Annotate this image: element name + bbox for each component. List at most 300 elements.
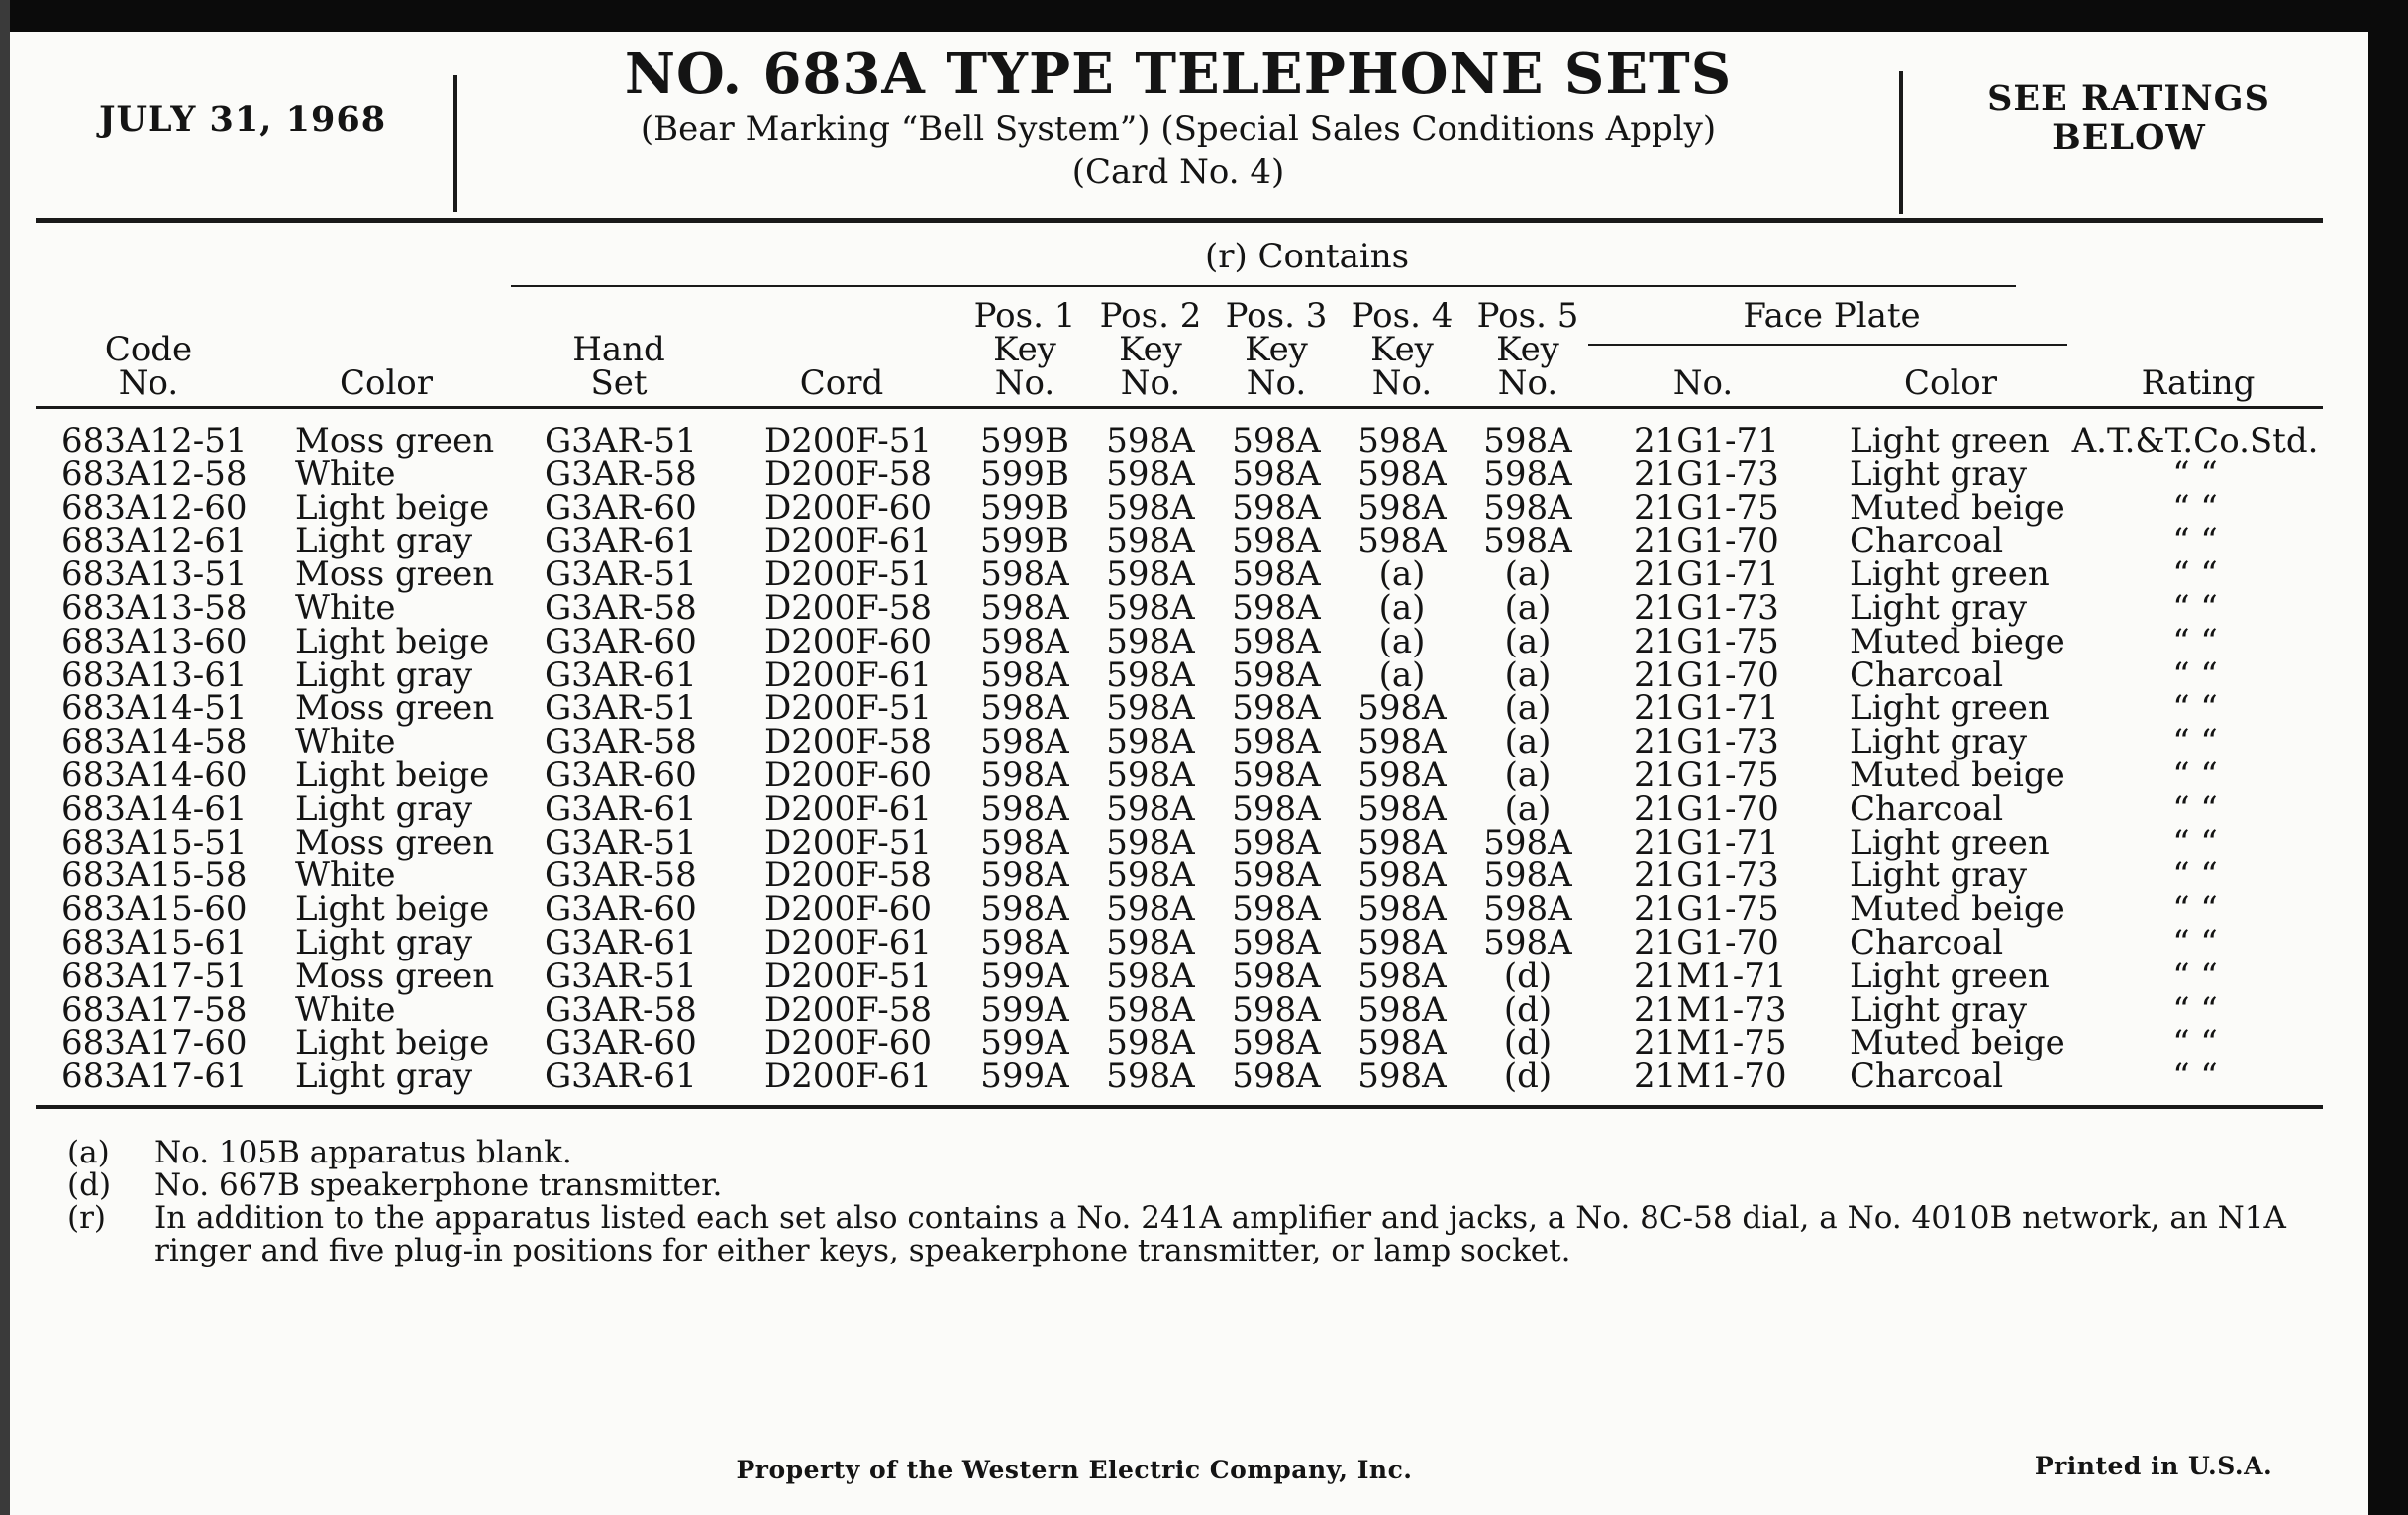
cell-rating: “ “ bbox=[2172, 555, 2218, 595]
cell-pos3-key: 598A bbox=[1232, 621, 1321, 661]
col-cord: Cord bbox=[799, 363, 884, 403]
cell-pos4-key: 598A bbox=[1357, 688, 1447, 729]
cell-handset: G3AR-58 bbox=[545, 989, 697, 1030]
cell-pos1-key: 599B bbox=[980, 454, 1069, 494]
cell-pos5-key: (a) bbox=[1504, 722, 1552, 762]
cell-pos3-key: 598A bbox=[1232, 822, 1321, 862]
cell-pos5-key: 598A bbox=[1483, 822, 1572, 862]
cell-face-plate-no: 21G1-75 bbox=[1634, 621, 1779, 661]
cell-color: Light beige bbox=[295, 889, 490, 930]
table-row bbox=[0, 521, 2408, 561]
cell-rating: “ “ bbox=[2172, 722, 2218, 762]
cell-face-plate-color: Light green bbox=[1850, 822, 2050, 862]
cell-pos1-key: 599B bbox=[980, 421, 1069, 460]
cell-rating: “ “ bbox=[2172, 822, 2218, 862]
ratings-note-line1: SEE RATINGS bbox=[1987, 78, 2270, 119]
cell-pos2-key: 598A bbox=[1106, 1023, 1195, 1063]
cell-code-no: 683A14-60 bbox=[61, 756, 248, 795]
cell-pos4-key: 598A bbox=[1357, 989, 1447, 1030]
cell-pos4-key: (a) bbox=[1378, 555, 1426, 595]
cell-face-plate-no: 21G1-75 bbox=[1634, 889, 1779, 930]
cell-pos3-key: 598A bbox=[1232, 487, 1321, 528]
cell-face-plate-color: Charcoal bbox=[1850, 521, 2004, 561]
cell-pos1-key: 598A bbox=[980, 722, 1069, 762]
cell-color: Light beige bbox=[295, 487, 490, 528]
cell-pos3-key: 598A bbox=[1232, 756, 1321, 795]
cell-face-plate-no: 21G1-70 bbox=[1634, 521, 1779, 561]
cell-pos2-key: 598A bbox=[1106, 521, 1195, 561]
cell-cord: D200F-60 bbox=[764, 1023, 932, 1063]
cell-cord: D200F-61 bbox=[764, 521, 932, 561]
cell-pos1-key: 598A bbox=[980, 621, 1069, 661]
cell-pos4-key: 598A bbox=[1357, 722, 1447, 762]
cell-pos1-key: 598A bbox=[980, 655, 1069, 695]
cell-code-no: 683A13-60 bbox=[61, 621, 248, 661]
cell-face-plate-color: Muted biege bbox=[1850, 621, 2065, 661]
cell-rating: “ “ bbox=[2172, 487, 2218, 528]
cell-color: Light beige bbox=[295, 621, 490, 661]
card-subtitle: (Bear Marking “Bell System”) (Special Sales Conditions Apply) bbox=[640, 109, 1717, 149]
cell-rating: “ “ bbox=[2172, 621, 2218, 661]
cell-pos3-key: 598A bbox=[1232, 688, 1321, 729]
table-row bbox=[0, 454, 2408, 494]
footnotes bbox=[67, 1137, 2372, 1267]
cell-rating: “ “ bbox=[2172, 1023, 2218, 1063]
cell-rating: “ “ bbox=[2172, 756, 2218, 795]
table-row bbox=[0, 555, 2408, 595]
cell-cord: D200F-58 bbox=[764, 454, 932, 494]
face-plate-rule bbox=[1588, 344, 2067, 346]
cell-face-plate-no: 21M1-71 bbox=[1634, 956, 1787, 996]
cell-handset: G3AR-61 bbox=[545, 521, 697, 561]
table-row bbox=[0, 621, 2408, 661]
cell-cord: D200F-51 bbox=[764, 555, 932, 595]
table-header-rule bbox=[36, 406, 2323, 409]
table-row bbox=[0, 421, 2408, 460]
cell-pos3-key: 598A bbox=[1232, 956, 1321, 996]
footnote-d bbox=[67, 1169, 2372, 1202]
cell-face-plate-no: 21G1-73 bbox=[1634, 454, 1779, 494]
cell-handset: G3AR-58 bbox=[545, 588, 697, 628]
cell-pos3-key: 598A bbox=[1232, 588, 1321, 628]
cell-pos3-key: 598A bbox=[1232, 923, 1321, 962]
cell-handset: G3AR-51 bbox=[545, 421, 697, 460]
cell-cord: D200F-60 bbox=[764, 487, 932, 528]
cell-pos2-key: 598A bbox=[1106, 655, 1195, 695]
cell-pos4-key: (a) bbox=[1378, 621, 1426, 661]
cell-face-plate-no: 21G1-75 bbox=[1634, 756, 1779, 795]
col-rating: Rating bbox=[2141, 363, 2256, 403]
col-color: Color bbox=[339, 363, 434, 403]
cell-handset: G3AR-58 bbox=[545, 454, 697, 494]
table-row bbox=[0, 856, 2408, 896]
cell-face-plate-no: 21G1-70 bbox=[1634, 788, 1779, 829]
table-bottom-rule bbox=[36, 1105, 2323, 1109]
table-row bbox=[0, 588, 2408, 628]
col-code-no: Code No. bbox=[104, 330, 193, 403]
cell-handset: G3AR-51 bbox=[545, 688, 697, 729]
contains-rule bbox=[511, 285, 2016, 287]
cell-cord: D200F-60 bbox=[764, 621, 932, 661]
cell-pos2-key: 598A bbox=[1106, 989, 1195, 1030]
cell-pos4-key: 598A bbox=[1357, 822, 1447, 862]
cell-handset: G3AR-61 bbox=[545, 923, 697, 962]
cell-pos2-key: 598A bbox=[1106, 856, 1195, 896]
cell-pos1-key: 598A bbox=[980, 889, 1069, 930]
cell-code-no: 683A17-61 bbox=[61, 1057, 248, 1097]
col-pos1: Pos. 1 Key No. bbox=[973, 296, 1076, 403]
cell-code-no: 683A17-60 bbox=[61, 1023, 248, 1063]
cell-cord: D200F-51 bbox=[764, 688, 932, 729]
cell-face-plate-color: Muted beige bbox=[1850, 1023, 2065, 1063]
table-row bbox=[0, 989, 2408, 1030]
cell-pos3-key: 598A bbox=[1232, 454, 1321, 494]
cell-color: White bbox=[295, 588, 396, 628]
cell-face-plate-color: Light green bbox=[1850, 956, 2050, 996]
cell-color: Moss green bbox=[295, 555, 495, 595]
col-pos3: Pos. 3 Key No. bbox=[1225, 296, 1328, 403]
cell-face-plate-color: Charcoal bbox=[1850, 655, 2004, 695]
cell-pos2-key: 598A bbox=[1106, 454, 1195, 494]
header-divider-left bbox=[453, 75, 457, 212]
cell-handset: G3AR-60 bbox=[545, 1023, 697, 1063]
cell-color: Light gray bbox=[295, 655, 473, 695]
cell-pos3-key: 598A bbox=[1232, 421, 1321, 460]
cell-rating: “ “ bbox=[2172, 989, 2218, 1030]
contains-label: (r) Contains bbox=[1204, 237, 1410, 276]
cell-handset: G3AR-61 bbox=[545, 1057, 697, 1097]
footnote-text: No. 105B apparatus blank. bbox=[154, 1135, 572, 1170]
col-face-plate-color: Color bbox=[1903, 363, 1998, 403]
table-row bbox=[0, 1057, 2408, 1097]
cell-rating: “ “ bbox=[2172, 956, 2218, 996]
ratings-note-line2: BELOW bbox=[2052, 117, 2206, 157]
cell-face-plate-no: 21M1-73 bbox=[1634, 989, 1787, 1030]
cell-face-plate-color: Light green bbox=[1850, 688, 2050, 729]
cell-face-plate-no: 21G1-70 bbox=[1634, 655, 1779, 695]
cell-pos2-key: 598A bbox=[1106, 555, 1195, 595]
cell-rating: “ “ bbox=[2172, 655, 2218, 695]
card-date: JULY 31, 1968 bbox=[98, 99, 387, 140]
table-row bbox=[0, 655, 2408, 695]
cell-pos1-key: 598A bbox=[980, 856, 1069, 896]
cell-pos4-key: 598A bbox=[1357, 756, 1447, 795]
cell-face-plate-color: Light green bbox=[1850, 421, 2050, 460]
cell-color: Moss green bbox=[295, 956, 495, 996]
cell-color: White bbox=[295, 989, 396, 1030]
cell-code-no: 683A17-58 bbox=[61, 989, 248, 1030]
cell-code-no: 683A14-51 bbox=[61, 688, 248, 729]
scan-edge-top bbox=[0, 0, 2408, 32]
card-title: NO. 683A TYPE TELEPHONE SETS bbox=[624, 42, 1733, 107]
cell-color: Light gray bbox=[295, 1057, 473, 1097]
cell-pos1-key: 598A bbox=[980, 555, 1069, 595]
cell-pos2-key: 598A bbox=[1106, 621, 1195, 661]
cell-pos2-key: 598A bbox=[1106, 722, 1195, 762]
cell-pos4-key: 598A bbox=[1357, 454, 1447, 494]
cell-face-plate-color: Muted beige bbox=[1850, 487, 2065, 528]
cell-pos5-key: (d) bbox=[1503, 989, 1553, 1030]
cell-pos3-key: 598A bbox=[1232, 1057, 1321, 1097]
cell-face-plate-no: 21M1-75 bbox=[1634, 1023, 1787, 1063]
cell-rating: “ “ bbox=[2172, 521, 2218, 561]
cell-code-no: 683A15-51 bbox=[61, 822, 248, 862]
cell-code-no: 683A14-61 bbox=[61, 788, 248, 829]
col-handset: Hand Set bbox=[572, 330, 665, 403]
cell-handset: G3AR-58 bbox=[545, 722, 697, 762]
cell-pos5-key: 598A bbox=[1483, 521, 1572, 561]
cell-pos1-key: 599A bbox=[980, 956, 1069, 996]
cell-pos2-key: 598A bbox=[1106, 588, 1195, 628]
cell-pos1-key: 599B bbox=[980, 487, 1069, 528]
cell-pos5-key: (a) bbox=[1504, 756, 1552, 795]
cell-pos5-key: (a) bbox=[1504, 621, 1552, 661]
cell-code-no: 683A12-60 bbox=[61, 487, 248, 528]
cell-face-plate-no: 21G1-71 bbox=[1634, 688, 1779, 729]
table-row bbox=[0, 788, 2408, 829]
cell-pos4-key: 598A bbox=[1357, 421, 1447, 460]
cell-code-no: 683A13-58 bbox=[61, 588, 248, 628]
cell-rating: “ “ bbox=[2172, 688, 2218, 729]
cell-pos5-key: 598A bbox=[1483, 421, 1572, 460]
cell-face-plate-no: 21G1-71 bbox=[1634, 555, 1779, 595]
cell-pos5-key: 598A bbox=[1483, 889, 1572, 930]
cell-rating: “ “ bbox=[2172, 1057, 2218, 1097]
cell-pos1-key: 599B bbox=[980, 521, 1069, 561]
footnote-a bbox=[67, 1137, 2372, 1169]
col-pos5: Pos. 5 Key No. bbox=[1476, 296, 1579, 403]
cell-pos5-key: 598A bbox=[1483, 487, 1572, 528]
col-face-plate-no: No. bbox=[1672, 363, 1734, 403]
cell-code-no: 683A15-61 bbox=[61, 923, 248, 962]
cell-color: Light gray bbox=[295, 923, 473, 962]
cell-rating: “ “ bbox=[2172, 454, 2218, 494]
cell-handset: G3AR-60 bbox=[545, 487, 697, 528]
cell-color: Light gray bbox=[295, 521, 473, 561]
cell-face-plate-color: Muted beige bbox=[1850, 756, 2065, 795]
cell-cord: D200F-61 bbox=[764, 923, 932, 962]
cell-code-no: 683A12-61 bbox=[61, 521, 248, 561]
cell-face-plate-no: 21G1-73 bbox=[1634, 588, 1779, 628]
cell-pos3-key: 598A bbox=[1232, 555, 1321, 595]
header-center bbox=[465, 42, 1891, 194]
cell-pos3-key: 598A bbox=[1232, 722, 1321, 762]
cell-pos4-key: (a) bbox=[1378, 588, 1426, 628]
cell-face-plate-color: Charcoal bbox=[1850, 1057, 2004, 1097]
cell-pos1-key: 598A bbox=[980, 588, 1069, 628]
cell-pos4-key: 598A bbox=[1357, 521, 1447, 561]
footnote-key: (d) bbox=[67, 1167, 112, 1203]
cell-cord: D200F-61 bbox=[764, 1057, 932, 1097]
cell-face-plate-color: Light gray bbox=[1850, 989, 2028, 1030]
cell-face-plate-color: Muted beige bbox=[1850, 889, 2065, 930]
cell-pos2-key: 598A bbox=[1106, 788, 1195, 829]
cell-code-no: 683A13-61 bbox=[61, 655, 248, 695]
cell-pos2-key: 598A bbox=[1106, 421, 1195, 460]
col-pos4: Pos. 4 Key No. bbox=[1351, 296, 1454, 403]
cell-face-plate-no: 21M1-70 bbox=[1634, 1057, 1787, 1097]
cell-face-plate-no: 21G1-71 bbox=[1634, 822, 1779, 862]
cell-face-plate-no: 21G1-73 bbox=[1634, 722, 1779, 762]
cell-rating: “ “ bbox=[2172, 923, 2218, 962]
cell-pos2-key: 598A bbox=[1106, 923, 1195, 962]
cell-pos5-key: (a) bbox=[1504, 655, 1552, 695]
cell-pos5-key: (d) bbox=[1503, 1057, 1553, 1097]
cell-pos3-key: 598A bbox=[1232, 989, 1321, 1030]
cell-cord: D200F-58 bbox=[764, 989, 932, 1030]
cell-handset: G3AR-60 bbox=[545, 621, 697, 661]
cell-pos5-key: (a) bbox=[1504, 555, 1552, 595]
footer-property: Property of the Western Electric Company, Inc. bbox=[736, 1456, 1413, 1484]
table-row bbox=[0, 889, 2408, 930]
cell-face-plate-color: Light gray bbox=[1850, 588, 2028, 628]
footnote-text: In addition to the apparatus listed each set also contains a No. 241A amplifier and jacks, a No. 8C-58 dial, a No. 4010B network, an N1A ringer and five plug-in positions for either keys, speakerphone transmitter, or lamp socket. bbox=[154, 1200, 2286, 1268]
cell-face-plate-no: 21G1-73 bbox=[1634, 856, 1779, 896]
cell-pos4-key: 598A bbox=[1357, 923, 1447, 962]
cell-pos5-key: (a) bbox=[1504, 588, 1552, 628]
cell-pos4-key: (a) bbox=[1378, 655, 1426, 695]
cell-cord: D200F-60 bbox=[764, 889, 932, 930]
cell-pos5-key: (d) bbox=[1503, 956, 1553, 996]
cell-pos3-key: 598A bbox=[1232, 1023, 1321, 1063]
cell-code-no: 683A15-60 bbox=[61, 889, 248, 930]
ratings-note bbox=[1931, 79, 2327, 156]
cell-pos5-key: (a) bbox=[1504, 788, 1552, 829]
cell-color: Light beige bbox=[295, 1023, 490, 1063]
cell-cord: D200F-61 bbox=[764, 655, 932, 695]
cell-pos4-key: 598A bbox=[1357, 889, 1447, 930]
cell-cord: D200F-61 bbox=[764, 788, 932, 829]
cell-pos1-key: 598A bbox=[980, 688, 1069, 729]
cell-pos1-key: 598A bbox=[980, 756, 1069, 795]
cell-rating: “ “ bbox=[2172, 856, 2218, 896]
cell-pos2-key: 598A bbox=[1106, 487, 1195, 528]
table-row bbox=[0, 1023, 2408, 1063]
cell-face-plate-color: Light gray bbox=[1850, 856, 2028, 896]
cell-code-no: 683A12-58 bbox=[61, 454, 248, 494]
table-row bbox=[0, 487, 2408, 528]
cell-pos2-key: 598A bbox=[1106, 822, 1195, 862]
cell-color: White bbox=[295, 856, 396, 896]
cell-cord: D200F-58 bbox=[764, 856, 932, 896]
header-rule bbox=[36, 218, 2323, 223]
cell-code-no: 683A13-51 bbox=[61, 555, 248, 595]
cell-pos3-key: 598A bbox=[1232, 856, 1321, 896]
cell-face-plate-color: Light green bbox=[1850, 555, 2050, 595]
cell-face-plate-color: Charcoal bbox=[1850, 923, 2004, 962]
cell-pos3-key: 598A bbox=[1232, 889, 1321, 930]
cell-face-plate-no: 21G1-70 bbox=[1634, 923, 1779, 962]
cell-cord: D200F-60 bbox=[764, 756, 932, 795]
table-row bbox=[0, 688, 2408, 729]
cell-pos1-key: 599A bbox=[980, 1023, 1069, 1063]
cell-pos2-key: 598A bbox=[1106, 956, 1195, 996]
card-number: (Card No. 4) bbox=[1071, 152, 1285, 192]
cell-color: Light beige bbox=[295, 756, 490, 795]
cell-pos2-key: 598A bbox=[1106, 688, 1195, 729]
cell-cord: D200F-51 bbox=[764, 421, 932, 460]
col-pos2: Pos. 2 Key No. bbox=[1099, 296, 1202, 403]
cell-cord: D200F-51 bbox=[764, 822, 932, 862]
cell-pos3-key: 598A bbox=[1232, 655, 1321, 695]
footnote-key: (a) bbox=[67, 1135, 110, 1170]
cell-color: White bbox=[295, 722, 396, 762]
cell-pos2-key: 598A bbox=[1106, 1057, 1195, 1097]
table-row bbox=[0, 956, 2408, 996]
cell-pos5-key: 598A bbox=[1483, 923, 1572, 962]
cell-code-no: 683A17-51 bbox=[61, 956, 248, 996]
cell-handset: G3AR-51 bbox=[545, 555, 697, 595]
face-plate-label: Face Plate bbox=[1743, 296, 1921, 336]
cell-pos2-key: 598A bbox=[1106, 756, 1195, 795]
cell-cord: D200F-58 bbox=[764, 588, 932, 628]
cell-pos4-key: 598A bbox=[1357, 487, 1447, 528]
cell-pos5-key: 598A bbox=[1483, 454, 1572, 494]
header-divider-right bbox=[1899, 71, 1903, 214]
cell-rating: A.T.&T.Co.Std. bbox=[2071, 421, 2319, 460]
cell-pos1-key: 599A bbox=[980, 989, 1069, 1030]
cell-pos5-key: (d) bbox=[1503, 1023, 1553, 1063]
table-row bbox=[0, 822, 2408, 862]
cell-pos1-key: 598A bbox=[980, 788, 1069, 829]
cell-cord: D200F-51 bbox=[764, 956, 932, 996]
cell-face-plate-color: Light gray bbox=[1850, 454, 2028, 494]
table-row bbox=[0, 722, 2408, 762]
table-row bbox=[0, 923, 2408, 962]
cell-handset: G3AR-58 bbox=[545, 856, 697, 896]
cell-pos5-key: 598A bbox=[1483, 856, 1572, 896]
cell-cord: D200F-58 bbox=[764, 722, 932, 762]
cell-color: White bbox=[295, 454, 396, 494]
cell-handset: G3AR-61 bbox=[545, 655, 697, 695]
cell-handset: G3AR-60 bbox=[545, 756, 697, 795]
cell-pos1-key: 599A bbox=[980, 1057, 1069, 1097]
cell-rating: “ “ bbox=[2172, 889, 2218, 930]
cell-rating: “ “ bbox=[2172, 588, 2218, 628]
cell-code-no: 683A15-58 bbox=[61, 856, 248, 896]
cell-pos1-key: 598A bbox=[980, 822, 1069, 862]
cell-code-no: 683A14-58 bbox=[61, 722, 248, 762]
cell-pos4-key: 598A bbox=[1357, 1057, 1447, 1097]
cell-pos2-key: 598A bbox=[1106, 889, 1195, 930]
cell-handset: G3AR-60 bbox=[545, 889, 697, 930]
cell-pos3-key: 598A bbox=[1232, 788, 1321, 829]
cell-handset: G3AR-51 bbox=[545, 956, 697, 996]
cell-code-no: 683A12-51 bbox=[61, 421, 248, 460]
cell-handset: G3AR-51 bbox=[545, 822, 697, 862]
cell-color: Light gray bbox=[295, 788, 473, 829]
cell-pos1-key: 598A bbox=[980, 923, 1069, 962]
cell-color: Moss green bbox=[295, 822, 495, 862]
cell-pos4-key: 598A bbox=[1357, 856, 1447, 896]
cell-color: Moss green bbox=[295, 421, 495, 460]
cell-pos4-key: 598A bbox=[1357, 1023, 1447, 1063]
cell-face-plate-no: 21G1-75 bbox=[1634, 487, 1779, 528]
cell-pos3-key: 598A bbox=[1232, 521, 1321, 561]
cell-face-plate-color: Light gray bbox=[1850, 722, 2028, 762]
cell-pos4-key: 598A bbox=[1357, 956, 1447, 996]
cell-color: Moss green bbox=[295, 688, 495, 729]
cell-face-plate-color: Charcoal bbox=[1850, 788, 2004, 829]
cell-pos4-key: 598A bbox=[1357, 788, 1447, 829]
cell-handset: G3AR-61 bbox=[545, 788, 697, 829]
cell-pos5-key: (a) bbox=[1504, 688, 1552, 729]
footer-printed: Printed in U.S.A. bbox=[2034, 1452, 2273, 1480]
footnote-key: (r) bbox=[67, 1200, 107, 1236]
table-row bbox=[0, 756, 2408, 795]
cell-rating: “ “ bbox=[2172, 788, 2218, 829]
footnote-text: No. 667B speakerphone transmitter. bbox=[154, 1167, 723, 1203]
